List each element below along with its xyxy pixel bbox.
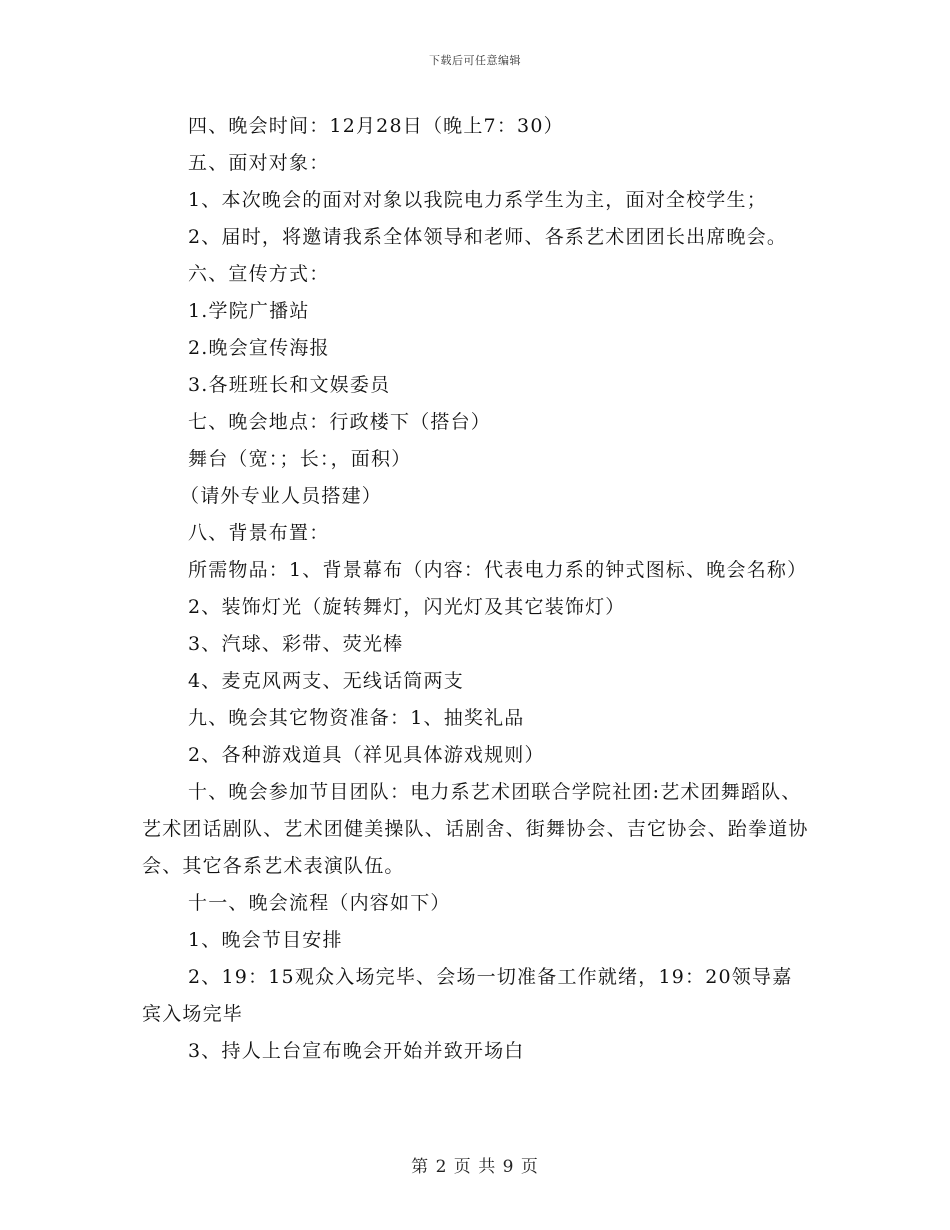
paragraph-background-2: 2、装饰灯光（旋转舞灯，闪光灯及其它装饰灯） (188, 596, 626, 618)
paragraph-time: 四、晚会时间：12月28日（晚上7：30） (188, 115, 564, 137)
paragraph-flow-2: 2、19：15观众入场完毕、会场一切准备工作就绪，19：20领导嘉宾入场完毕 (142, 966, 793, 1025)
paragraph-flow-heading: 十一、晚会流程（内容如下） (188, 892, 451, 914)
paragraph-teams: 十、晚会参加节目团队：电力系艺术团联合学院社团:艺术团舞蹈队、艺术团话剧队、艺术团健美操队、话剧舍、街舞协会、吉它协会、跆拳道协会、其它各系艺术表演队伍。 (142, 781, 809, 877)
paragraph-flow-1: 1、晚会节目安排 (188, 929, 343, 951)
paragraph-promotion-2: 2.晚会宣传海报 (188, 337, 330, 359)
paragraph-background-4: 4、麦克风两支、无线话筒两支 (188, 670, 464, 692)
paragraph-promotion-3: 3.各班班长和文娱委员 (188, 374, 391, 396)
paragraph-background-heading: 八、背景布置： (188, 522, 330, 544)
paragraph-audience-1: 1、本次晚会的面对对象以我院电力系学生为主，面对全校学生； (188, 189, 767, 211)
paragraph-promotion-heading: 六、宣传方式： (188, 263, 330, 285)
paragraph-stage-note: （请外专业人员搭建） (180, 485, 383, 507)
paragraph-audience-heading: 五、面对对象： (188, 152, 330, 174)
paragraph-flow-3: 3、持人上台宣布晚会开始并致开场白 (188, 1040, 525, 1062)
paragraph-stage: 舞台（宽：；长：，面积） (188, 448, 412, 470)
page-header: 下载后可任意编辑 (429, 54, 521, 67)
paragraph-supplies-heading: 九、晚会其它物资准备：1、抽奖礼品 (188, 707, 525, 729)
paragraph-promotion-1: 1.学院广播站 (188, 300, 310, 322)
page-footer: 第 2 页 共 9 页 (411, 1157, 539, 1177)
paragraph-audience-2: 2、届时，将邀请我系全体领导和老师、各系艺术团团长出席晚会。 (188, 226, 788, 248)
paragraph-venue-heading: 七、晚会地点：行政楼下（搭台） (188, 411, 492, 433)
paragraph-background-1: 所需物品：1、背景幕布（内容：代表电力系的钟式图标、晚会名称） (188, 559, 808, 581)
paragraph-supplies-2: 2、各种游戏道具（祥见具体游戏规则） (188, 744, 545, 766)
paragraph-background-3: 3、汽球、彩带、荧光棒 (188, 633, 404, 655)
document-body (142, 108, 812, 1070)
